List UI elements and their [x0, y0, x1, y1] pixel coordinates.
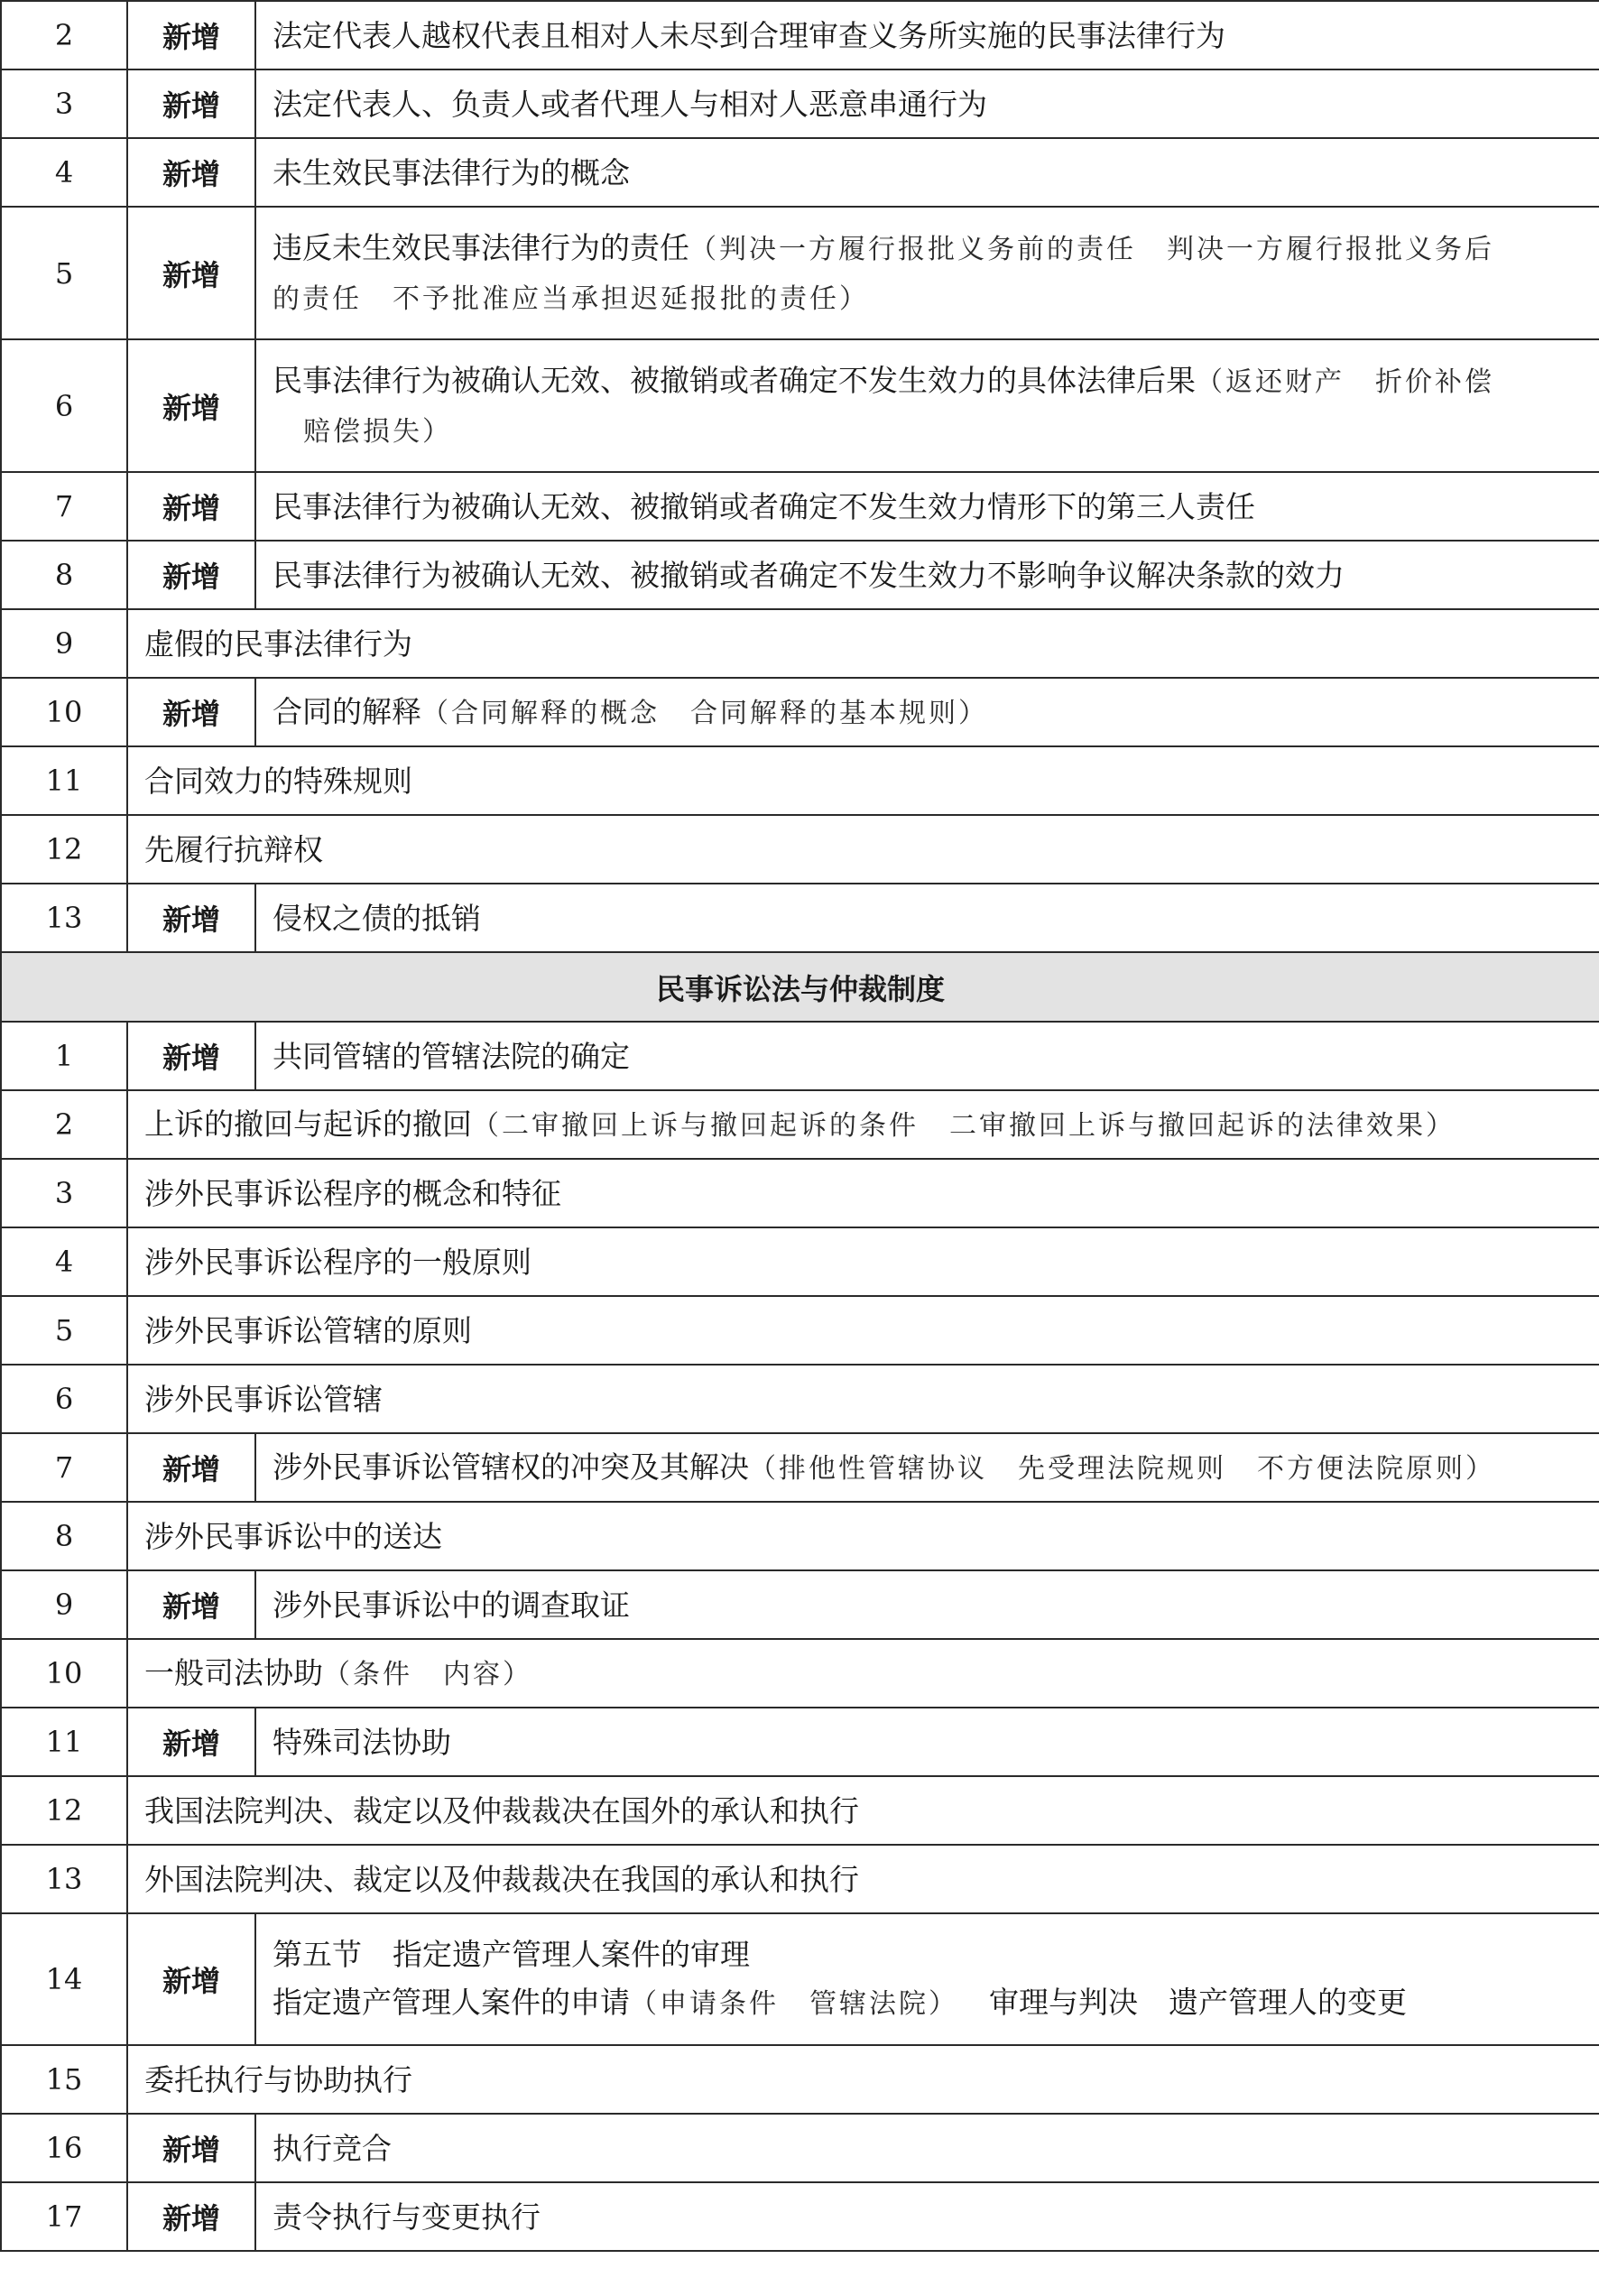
- new-tag: 新增: [127, 207, 255, 339]
- row-title: 涉外民事诉讼中的调查取证: [255, 1570, 1599, 1639]
- chapter-label: 第五节: [273, 1937, 362, 1972]
- table-row: [1, 1022, 1599, 1090]
- row-title: 侵权之债的抵销: [255, 884, 1599, 952]
- row-title: 先履行抗辩权: [127, 815, 1599, 884]
- table-row: [1, 2114, 1599, 2182]
- row-title: 指定遗产管理人案件的申请: [273, 1985, 630, 2020]
- row-note: 折价补偿: [1375, 366, 1494, 398]
- row-number: 14: [1, 1913, 127, 2045]
- table-row: [1, 472, 1599, 541]
- table-row: [1, 138, 1599, 207]
- new-tag: 新增: [127, 472, 255, 541]
- table-row: [1, 1090, 1599, 1159]
- new-tag: 新增: [127, 138, 255, 207]
- row-number: 9: [1, 609, 127, 678]
- new-tag: 新增: [127, 884, 255, 952]
- table-row: [1, 1502, 1599, 1570]
- row-number: 11: [1, 1708, 127, 1776]
- table-row: [1, 1708, 1599, 1776]
- row-content: [127, 1639, 1599, 1708]
- row-number: 6: [1, 339, 127, 472]
- new-tag: 新增: [127, 1708, 255, 1776]
- row-number: 10: [1, 1639, 127, 1708]
- table-row: [1, 1159, 1599, 1227]
- new-tag: 新增: [127, 678, 255, 746]
- table-row: [1, 884, 1599, 952]
- new-tag: 新增: [127, 1, 255, 69]
- row-note: （申请条件: [630, 1988, 779, 2020]
- row-number: 10: [1, 678, 127, 746]
- table-row: [1, 2182, 1599, 2251]
- row-title: 合同效力的特殊规则: [127, 746, 1599, 815]
- row-number: 12: [1, 1776, 127, 1845]
- row-number: 15: [1, 2045, 127, 2114]
- row-number: 17: [1, 2182, 127, 2251]
- row-title: 未生效民事法律行为的概念: [255, 138, 1599, 207]
- row-note: 管辖法院）: [809, 1988, 958, 2020]
- row-note: 先受理法院规则: [1018, 1452, 1226, 1485]
- row-number: 12: [1, 815, 127, 884]
- row-number: 2: [1, 1, 127, 69]
- row-number: 7: [1, 1433, 127, 1502]
- row-title: 外国法院判决、裁定以及仲裁裁决在我国的承认和执行: [127, 1845, 1599, 1913]
- row-title: 违反未生效民事法律行为的责任: [273, 229, 689, 265]
- row-title: 一般司法协助: [144, 1654, 323, 1690]
- table-row: [1, 1776, 1599, 1845]
- row-title: 民事法律行为被确认无效、被撤销或者确定不发生效力的具体法律后果: [273, 362, 1196, 398]
- row-title: 虚假的民事法律行为: [127, 609, 1599, 678]
- row-number: 13: [1, 1845, 127, 1913]
- row-note: （返还财产: [1196, 366, 1345, 398]
- table-row: [1, 1365, 1599, 1433]
- row-content: [255, 678, 1599, 746]
- table-row: [1, 207, 1599, 339]
- row-title: 法定代表人越权代表且相对人未尽到合理审查义务所实施的民事法律行为: [255, 1, 1599, 69]
- row-note: 判决一方履行报批义务后: [1167, 233, 1494, 265]
- table-row: [1, 69, 1599, 138]
- row-title: 委托执行与协助执行: [127, 2045, 1599, 2114]
- row-note: 的责任: [273, 282, 362, 315]
- row-title: 执行竞合: [255, 2114, 1599, 2182]
- row-content: [255, 339, 1599, 472]
- table-row: [1, 1913, 1599, 2045]
- row-number: 3: [1, 69, 127, 138]
- row-content: [255, 207, 1599, 339]
- row-title: 民事法律行为被确认无效、被撤销或者确定不发生效力情形下的第三人责任: [255, 472, 1599, 541]
- row-number: 9: [1, 1570, 127, 1639]
- row-title: 共同管辖的管辖法院的确定: [255, 1022, 1599, 1090]
- row-note: （判决一方履行报批义务前的责任: [689, 233, 1136, 265]
- table-row: [1, 746, 1599, 815]
- row-number: 4: [1, 1227, 127, 1296]
- table-row: [1, 815, 1599, 884]
- row-content: [255, 1913, 1599, 2045]
- row-note: 不方便法院原则）: [1257, 1452, 1495, 1485]
- row-note: 二审撤回上诉与撤回起诉的法律效果）: [949, 1109, 1456, 1142]
- row-title: 审理与判决: [989, 1985, 1138, 2020]
- table-row: [1, 1845, 1599, 1913]
- new-tag: 新增: [127, 1022, 255, 1090]
- table-row: [1, 1, 1599, 69]
- row-number: 2: [1, 1090, 127, 1159]
- new-tag: 新增: [127, 1913, 255, 2045]
- row-note: 内容）: [443, 1658, 532, 1690]
- row-number: 4: [1, 138, 127, 207]
- row-title: 上诉的撤回与起诉的撤回: [144, 1106, 472, 1142]
- row-number: 13: [1, 884, 127, 952]
- row-note: （条件: [323, 1658, 412, 1690]
- row-content: [255, 1433, 1599, 1502]
- row-title: 遗产管理人的变更: [1169, 1985, 1407, 2020]
- new-tag: 新增: [127, 339, 255, 472]
- row-title: 涉外民事诉讼程序的概念和特征: [127, 1159, 1599, 1227]
- row-title: 责令执行与变更执行: [255, 2182, 1599, 2251]
- row-title: 涉外民事诉讼管辖权的冲突及其解决: [273, 1449, 749, 1485]
- new-tag: 新增: [127, 2182, 255, 2251]
- row-note: 不予批准应当承担迟延报批的责任）: [393, 282, 869, 315]
- new-tag: 新增: [127, 1570, 255, 1639]
- row-title: 我国法院判决、裁定以及仲裁裁决在国外的承认和执行: [127, 1776, 1599, 1845]
- row-number: 5: [1, 207, 127, 339]
- table-row: [1, 678, 1599, 746]
- row-number: 7: [1, 472, 127, 541]
- row-note: 赔偿损失）: [303, 415, 452, 448]
- table-row: [1, 609, 1599, 678]
- row-title: 合同的解释: [273, 693, 421, 729]
- new-tag: 新增: [127, 69, 255, 138]
- row-title: 法定代表人、负责人或者代理人与相对人恶意串通行为: [255, 69, 1599, 138]
- row-title: 涉外民事诉讼管辖的原则: [127, 1296, 1599, 1365]
- table-row: [1, 1639, 1599, 1708]
- row-title: 民事法律行为被确认无效、被撤销或者确定不发生效力不影响争议解决条款的效力: [255, 541, 1599, 609]
- table-row: [1, 541, 1599, 609]
- row-number: 1: [1, 1022, 127, 1090]
- row-title: 涉外民事诉讼中的送达: [127, 1502, 1599, 1570]
- row-number: 16: [1, 2114, 127, 2182]
- section-heading: 民事诉讼法与仲裁制度: [1, 952, 1599, 1022]
- new-tag: 新增: [127, 541, 255, 609]
- row-note: （排他性管辖协议: [749, 1452, 987, 1485]
- row-note: 合同解释的基本规则）: [690, 697, 988, 729]
- row-note: （二审撤回上诉与撤回起诉的条件: [472, 1109, 919, 1142]
- row-content: [127, 1090, 1599, 1159]
- row-number: 11: [1, 746, 127, 815]
- row-note: （合同解释的概念: [421, 697, 660, 729]
- table-row: [1, 1433, 1599, 1502]
- row-title: 特殊司法协助: [255, 1708, 1599, 1776]
- table-row: [1, 1296, 1599, 1365]
- section-heading-row: [1, 952, 1599, 1022]
- table-row: [1, 339, 1599, 472]
- new-tag: 新增: [127, 2114, 255, 2182]
- table-row: [1, 2045, 1599, 2114]
- row-title: 涉外民事诉讼管辖: [127, 1365, 1599, 1433]
- new-tag: 新增: [127, 1433, 255, 1502]
- row-number: 8: [1, 541, 127, 609]
- row-title: 涉外民事诉讼程序的一般原则: [127, 1227, 1599, 1296]
- table-row: [1, 1570, 1599, 1639]
- row-number: 8: [1, 1502, 127, 1570]
- row-number: 6: [1, 1365, 127, 1433]
- chapter-title: 指定遗产管理人案件的审理: [393, 1937, 750, 1972]
- row-number: 5: [1, 1296, 127, 1365]
- row-number: 3: [1, 1159, 127, 1227]
- table-row: [1, 1227, 1599, 1296]
